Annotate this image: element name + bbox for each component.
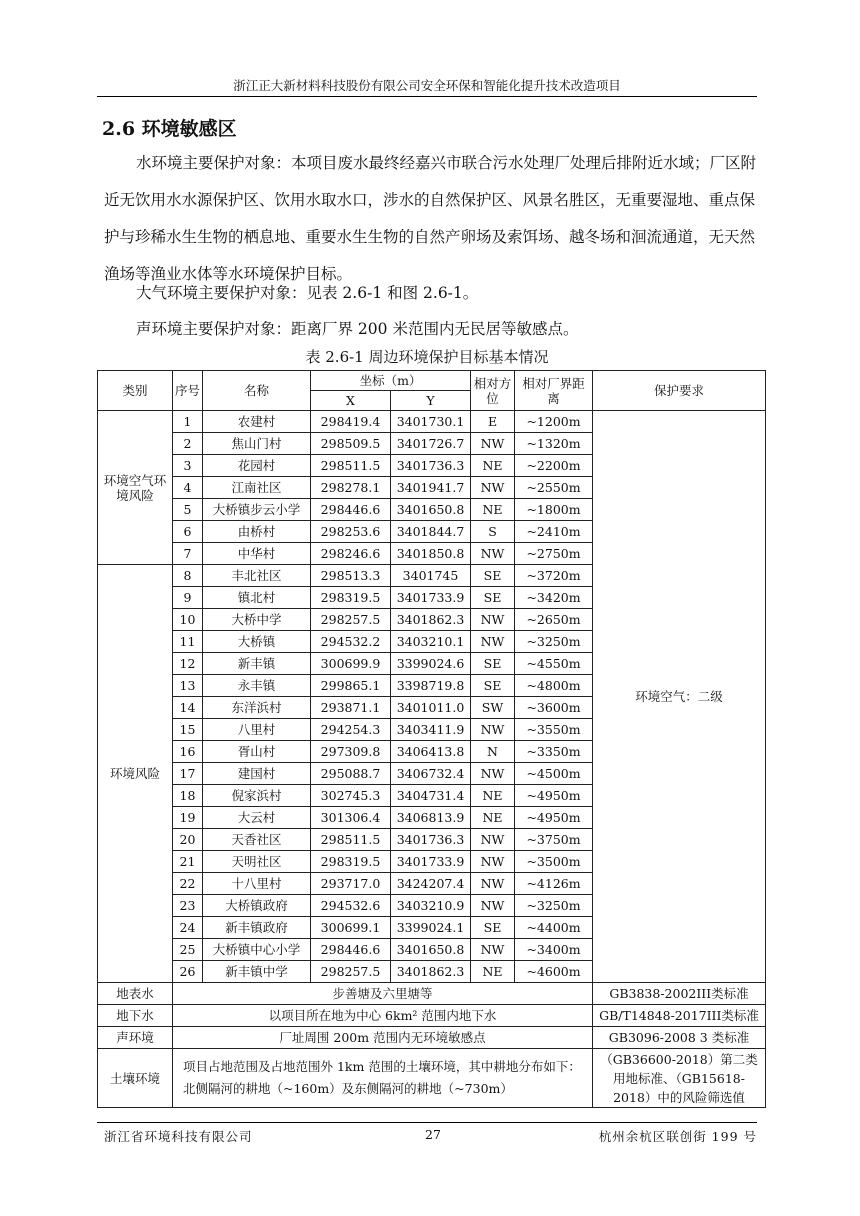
x-cell: 300699.1	[311, 917, 391, 939]
direction-cell: S	[471, 521, 515, 543]
y-cell: 3401726.7	[391, 433, 471, 455]
y-cell: 3403210.1	[391, 631, 471, 653]
paragraph-air: 大气环境主要保护对象：见表 2.6-1 和图 2.6-1。	[136, 284, 479, 302]
y-cell: 3401862.3	[391, 609, 471, 631]
direction-cell: SE	[471, 675, 515, 697]
table-row	[98, 1027, 766, 1049]
category-cell: 地表水	[98, 983, 173, 1005]
x-cell: 298513.3	[311, 565, 391, 587]
distance-cell: ~3420m	[515, 587, 593, 609]
x-cell: 298446.6	[311, 499, 391, 521]
x-cell: 298253.6	[311, 521, 391, 543]
y-cell: 3403210.9	[391, 895, 471, 917]
name-cell: 新丰镇	[203, 653, 311, 675]
name-cell: 焦山门村	[203, 433, 311, 455]
name-cell: 建国村	[203, 763, 311, 785]
distance-cell: ~2550m	[515, 477, 593, 499]
y-cell: 3403411.9	[391, 719, 471, 741]
y-cell: 3406413.8	[391, 741, 471, 763]
x-cell: 298511.5	[311, 455, 391, 477]
description-cell: 厂址周围 200m 范围内无环境敏感点	[173, 1027, 593, 1049]
distance-cell: ~3750m	[515, 829, 593, 851]
distance-cell: ~2650m	[515, 609, 593, 631]
seq-cell: 9	[173, 587, 203, 609]
name-cell: 农建村	[203, 411, 311, 433]
name-cell: 新丰镇政府	[203, 917, 311, 939]
paragraph-noise: 声环境主要保护对象：距离厂界 200 米范围内无民居等敏感点。	[136, 320, 579, 338]
direction-cell: NW	[471, 873, 515, 895]
paragraph-water: 水环境主要保护对象：本项目废水最终经嘉兴市联合污水处理厂处理后排附近水域；厂区附近无饮用水水源保护区、饮用水取水口，涉水的自然保护区、风景名胜区，无重要湿地、重点保护与珍稀水生生物的栖息地、重要水生生物的自然产卵场及索饵场、越冬场和洄流通道，无天然渔场等渔业水体等水环境保护目标。	[104, 154, 757, 283]
name-cell: 大桥镇步云小学	[203, 499, 311, 521]
y-cell: 3401745	[391, 565, 471, 587]
x-cell: 298319.5	[311, 851, 391, 873]
table-caption: 表 2.6-1 周边环境保护目标基本情况	[305, 348, 549, 366]
x-cell: 298509.5	[311, 433, 391, 455]
seq-cell: 26	[173, 961, 203, 983]
name-cell: 丰北社区	[203, 565, 311, 587]
direction-cell: NE	[471, 961, 515, 983]
category-cell: 土壤环境	[98, 1049, 173, 1108]
distance-cell: ~1320m	[515, 433, 593, 455]
requirement-cell: GB/T14848-2017III类标准	[593, 1005, 766, 1027]
y-cell: 3406732.4	[391, 763, 471, 785]
name-cell: 天明社区	[203, 851, 311, 873]
distance-cell: ~3350m	[515, 741, 593, 763]
protection-targets-table	[97, 370, 766, 1108]
y-cell: 3401736.3	[391, 829, 471, 851]
header-x: X	[311, 391, 391, 411]
table-row	[98, 1005, 766, 1027]
header-name: 名称	[203, 371, 311, 411]
name-cell: 大桥镇中心小学	[203, 939, 311, 961]
x-cell: 295088.7	[311, 763, 391, 785]
x-cell: 302745.3	[311, 785, 391, 807]
direction-cell: NW	[471, 939, 515, 961]
seq-cell: 13	[173, 675, 203, 697]
x-cell: 298246.6	[311, 543, 391, 565]
distance-cell: ~4950m	[515, 785, 593, 807]
y-cell: 3401862.3	[391, 961, 471, 983]
seq-cell: 3	[173, 455, 203, 477]
header-direction: 相对方位	[471, 371, 515, 411]
seq-cell: 4	[173, 477, 203, 499]
seq-cell: 12	[173, 653, 203, 675]
y-cell: 3401650.8	[391, 939, 471, 961]
seq-cell: 15	[173, 719, 203, 741]
footer-divider	[97, 1122, 757, 1123]
direction-cell: NE	[471, 807, 515, 829]
direction-cell: E	[471, 411, 515, 433]
seq-cell: 2	[173, 433, 203, 455]
seq-cell: 18	[173, 785, 203, 807]
distance-cell: ~1200m	[515, 411, 593, 433]
name-cell: 东洋浜村	[203, 697, 311, 719]
x-cell: 301306.4	[311, 807, 391, 829]
x-cell: 298278.1	[311, 477, 391, 499]
name-cell: 大云村	[203, 807, 311, 829]
name-cell: 倪家浜村	[203, 785, 311, 807]
requirement-cell: GB3838-2002III类标准	[593, 983, 766, 1005]
direction-cell: SE	[471, 653, 515, 675]
seq-cell: 19	[173, 807, 203, 829]
footer-company: 浙江省环境科技有限公司	[104, 1129, 253, 1144]
seq-cell: 25	[173, 939, 203, 961]
direction-cell: NE	[471, 455, 515, 477]
y-cell: 3401850.8	[391, 543, 471, 565]
distance-cell: ~1800m	[515, 499, 593, 521]
name-cell: 八里村	[203, 719, 311, 741]
header-requirement: 保护要求	[593, 371, 766, 411]
x-cell: 293871.1	[311, 697, 391, 719]
header-divider	[97, 96, 757, 97]
footer-address: 杭州余杭区联创街 199 号	[598, 1129, 757, 1144]
y-cell: 3401011.0	[391, 697, 471, 719]
direction-cell: NW	[471, 433, 515, 455]
direction-cell: NW	[471, 631, 515, 653]
direction-cell: SE	[471, 917, 515, 939]
distance-cell: ~2750m	[515, 543, 593, 565]
name-cell: 中华村	[203, 543, 311, 565]
seq-cell: 14	[173, 697, 203, 719]
y-cell: 3406813.9	[391, 807, 471, 829]
seq-cell: 11	[173, 631, 203, 653]
direction-cell: NE	[471, 785, 515, 807]
y-cell: 3401650.8	[391, 499, 471, 521]
seq-cell: 8	[173, 565, 203, 587]
page-header: 浙江正大新材料科技股份有限公司安全环保和智能化提升技术改造项目	[233, 78, 621, 93]
seq-cell: 20	[173, 829, 203, 851]
x-cell: 298319.5	[311, 587, 391, 609]
y-cell: 3401730.1	[391, 411, 471, 433]
requirement-cell: （GB36600-2018）第二类用地标准、（GB15618-2018）中的风险筛选值	[593, 1049, 766, 1108]
table-row	[98, 1049, 766, 1108]
direction-cell: NW	[471, 763, 515, 785]
x-cell: 299865.1	[311, 675, 391, 697]
name-cell: 大桥镇政府	[203, 895, 311, 917]
x-cell: 298257.5	[311, 609, 391, 631]
distance-cell: ~4800m	[515, 675, 593, 697]
header-y: Y	[391, 391, 471, 411]
x-cell: 294532.2	[311, 631, 391, 653]
description-cell: 项目占地范围及占地范围外 1km 范围的土壤环境，其中耕地分布如下：北侧隔河的耕地（~160m）及东侧隔河的耕地（~730m）	[173, 1049, 593, 1108]
x-cell: 298511.5	[311, 829, 391, 851]
distance-cell: ~4400m	[515, 917, 593, 939]
name-cell: 胥山村	[203, 741, 311, 763]
description-cell: 步善塘及六里塘等	[173, 983, 593, 1005]
seq-cell: 21	[173, 851, 203, 873]
distance-cell: ~3600m	[515, 697, 593, 719]
name-cell: 永丰镇	[203, 675, 311, 697]
seq-cell: 1	[173, 411, 203, 433]
x-cell: 298257.5	[311, 961, 391, 983]
requirement-cell: GB3096-2008 3 类标准	[593, 1027, 766, 1049]
direction-cell: NW	[471, 829, 515, 851]
direction-cell: SE	[471, 565, 515, 587]
x-cell: 294254.3	[311, 719, 391, 741]
page-number: 27	[425, 1127, 441, 1142]
header-coord: 坐标（m）	[311, 371, 471, 391]
y-cell: 3401736.3	[391, 455, 471, 477]
x-cell: 293717.0	[311, 873, 391, 895]
distance-cell: ~3250m	[515, 631, 593, 653]
seq-cell: 5	[173, 499, 203, 521]
y-cell: 3399024.6	[391, 653, 471, 675]
seq-cell: 22	[173, 873, 203, 895]
x-cell: 300699.9	[311, 653, 391, 675]
y-cell: 3401844.7	[391, 521, 471, 543]
distance-cell: ~3500m	[515, 851, 593, 873]
header-category: 类别	[98, 371, 173, 411]
seq-cell: 10	[173, 609, 203, 631]
y-cell: 3401941.7	[391, 477, 471, 499]
direction-cell: NW	[471, 719, 515, 741]
distance-cell: ~4600m	[515, 961, 593, 983]
y-cell: 3404731.4	[391, 785, 471, 807]
y-cell: 3399024.1	[391, 917, 471, 939]
y-cell: 3401733.9	[391, 851, 471, 873]
name-cell: 天香社区	[203, 829, 311, 851]
direction-cell: SW	[471, 697, 515, 719]
direction-cell: SE	[471, 587, 515, 609]
direction-cell: NW	[471, 609, 515, 631]
name-cell: 新丰镇中学	[203, 961, 311, 983]
y-cell: 3424207.4	[391, 873, 471, 895]
y-cell: 3401733.9	[391, 587, 471, 609]
direction-cell: NW	[471, 543, 515, 565]
distance-cell: ~4550m	[515, 653, 593, 675]
table-row	[98, 983, 766, 1005]
seq-cell: 16	[173, 741, 203, 763]
direction-cell: NE	[471, 499, 515, 521]
distance-cell: ~3550m	[515, 719, 593, 741]
x-cell: 298446.6	[311, 939, 391, 961]
direction-cell: N	[471, 741, 515, 763]
category-cell: 环境空气环境风险	[98, 411, 173, 565]
distance-cell: ~3720m	[515, 565, 593, 587]
name-cell: 镇北村	[203, 587, 311, 609]
name-cell: 十八里村	[203, 873, 311, 895]
section-title: 2.6 环境敏感区	[102, 118, 237, 140]
name-cell: 大桥镇	[203, 631, 311, 653]
name-cell: 江南社区	[203, 477, 311, 499]
category-cell: 声环境	[98, 1027, 173, 1049]
distance-cell: ~4126m	[515, 873, 593, 895]
header-seq: 序号	[173, 371, 203, 411]
seq-cell: 7	[173, 543, 203, 565]
requirement-cell: 环境空气：二级	[593, 411, 766, 983]
distance-cell: ~4950m	[515, 807, 593, 829]
distance-cell: ~2410m	[515, 521, 593, 543]
distance-cell: ~2200m	[515, 455, 593, 477]
name-cell: 大桥中学	[203, 609, 311, 631]
seq-cell: 23	[173, 895, 203, 917]
distance-cell: ~3400m	[515, 939, 593, 961]
direction-cell: NW	[471, 895, 515, 917]
description-cell: 以项目所在地为中心 6km² 范围内地下水	[173, 1005, 593, 1027]
y-cell: 3398719.8	[391, 675, 471, 697]
x-cell: 297309.8	[311, 741, 391, 763]
name-cell: 花园村	[203, 455, 311, 477]
direction-cell: NW	[471, 851, 515, 873]
x-cell: 298419.4	[311, 411, 391, 433]
distance-cell: ~4500m	[515, 763, 593, 785]
seq-cell: 17	[173, 763, 203, 785]
header-distance: 相对厂界距离	[515, 371, 593, 411]
category-cell: 环境风险	[98, 565, 173, 983]
x-cell: 294532.6	[311, 895, 391, 917]
table-row	[98, 411, 766, 433]
seq-cell: 6	[173, 521, 203, 543]
category-cell: 地下水	[98, 1005, 173, 1027]
direction-cell: NW	[471, 477, 515, 499]
distance-cell: ~3250m	[515, 895, 593, 917]
seq-cell: 24	[173, 917, 203, 939]
name-cell: 由桥村	[203, 521, 311, 543]
